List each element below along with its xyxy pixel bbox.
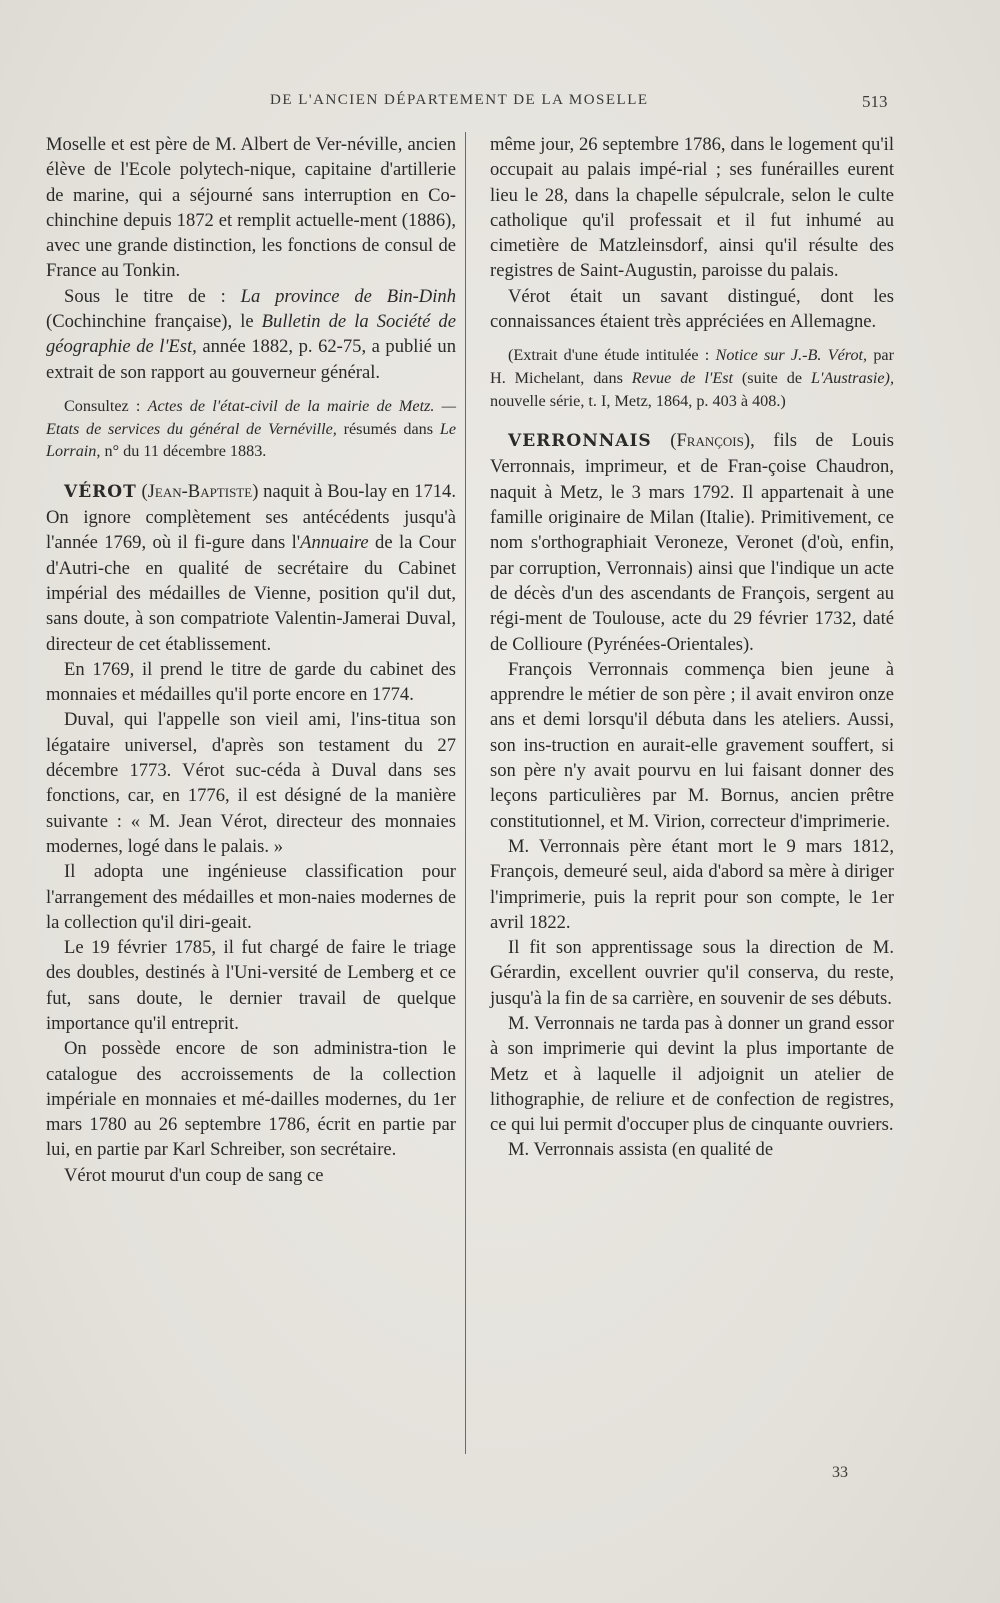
headword: VERRONNAIS [508,431,652,452]
paragraph: Vérot était un savant distingué, dont les connaissances étaient très appréciées en Allemagne. [490,285,894,333]
source-note [490,344,894,412]
running-title: DE L'ANCIEN DÉPARTEMENT DE LA MOSELLE [270,92,649,108]
paragraph: On possède encore de son administra-tion le catalogue des accroissements de la collection impériale en monnaies et mé-dailles modernes, du 1er mars 1780 au 26 septembre 1786, écrit en partie par lui, en partie par Karl Schreiber, son secrétaire. [46,1038,456,1161]
given-names: (François) [670,430,751,452]
paragraph: M. Verronnais assista (en qualité de [508,1139,774,1161]
text: nouvelle série, t. I, Metz, 1864, p. 403 à 408.) [490,391,786,410]
paragraph: M. Verronnais père étant mort le 9 mars 1812, François, demeuré seul, aida d'abord sa mère à diriger l'imprimerie, puis la reprit pour son compte, le 1er avril 1822. [490,835,894,933]
text: n° du 11 décembre 1883. [100,442,267,461]
italic-title: Notice sur J.-B. Vérot, [715,346,868,365]
given-names: (Jean-Baptiste) [141,480,259,502]
right-column [490,132,894,1163]
italic-title: Bulletin de la Société de géographie de l'Est, [46,311,456,358]
paragraph: même jour, 26 septembre 1786, dans le logement qu'il occupait au palais impé-rial ; ses funérailles eurent lieu le 28, dans la chapelle sépulcrale, selon le culte catholique qu'il professait et il fut inhumé au cimetière de Matzleinsdorf, ainsi qu'il résulte des registres de Saint-Augustin, paroisse du palais. [490,134,894,282]
left-column [46,132,456,1188]
text: (Extrait d'une étude intitulée : [508,346,716,365]
italic-title: Revue de l'Est [631,368,734,387]
paragraph: Il adopta une ingénieuse classification pour l'arrangement des médailles et mon-naies modernes de la collection qu'il diri-geait. [46,861,456,933]
source-note [46,395,456,463]
signature-mark: 33 [832,1464,848,1481]
column-divider [465,132,466,1454]
text: (Cochinchine française), le [46,311,262,333]
paragraph: Moselle et est père de M. Albert de Ver-néville, ancien élève de l'Ecole polytech-nique, capitaine d'artillerie de marine, qui a séjourné sans interruption en Co-chinchine depuis 1872 et remplit actuelle-ment (1886), avec une grande distinction, les fonctions de consul de France au Tonkin. [46,134,456,282]
text: Consultez : [64,396,148,415]
paragraph: Duval, qui l'appelle son vieil ami, l'ins-titua son légataire universel, d'après son testament du 27 décembre 1773. Vérot suc-céda à Duval dans ses fonctions, car, en 1776, il est désigné de la manière suivante : « M. Jean Vérot, directeur des monnaies modernes, logé dans le palais. » [46,709,456,857]
paragraph: M. Verronnais ne tarda pas à donner un grand essor à son imprimerie qui devint la plus importante de Metz et à laquelle il adjoignit un atelier de lithographie, de reliure et de confection de registres, ce qui lui permit d'occuper plus de cinquante ouvriers. [490,1012,894,1136]
text: de la Cour d'Autri-che en qualité de secrétaire du Cabinet impérial des médailles de Vienne, position qu'il dut, sans doute, à son compatriote Valentin-Jamerai Duval, directeur de cet établissement. [46,532,456,655]
italic-title: Actes de l'état-civil de la mairie de Metz. — Etats de services du général de Vernéville, [46,396,456,438]
text: résumés dans [336,419,440,438]
italic-title: Le Lorrain, [46,419,457,461]
headword: VÉROT [64,481,137,502]
page-number: 513 [862,92,888,111]
paragraph: En 1769, il prend le titre de garde du cabinet des monnaies et médailles qu'il porte encore en 1774. [46,658,456,706]
paragraph: François Verronnais commença bien jeune à apprendre le métier de son père ; il avait environ onze ans et demi lorsqu'il débuta dans les ateliers. Aussi, son ins-truction en aurait-elle gravement souffert, si son père n'y avait pourvu en lui faisant donner des leçons particulières par M. Bornus, ancien prêtre constitutionnel, et M. Virion, correcteur d'imprimerie. [490,658,894,832]
text: (suite de [733,368,811,387]
paragraph: Vérot mourut d'un coup de sang ce [64,1164,324,1186]
italic-title: L'Austrasie), [810,368,894,387]
italic-title: Annuaire [300,532,369,554]
italic-title: La province de Bin-Dinh [240,285,456,307]
text: naquit à Bou-lay en 1714. On ignore complètement ses antécédents jusqu'à l'année 1769, où il fi-gure dans l' [46,480,456,554]
text: Sous le titre de : [64,285,241,307]
paragraph: Il fit son apprentissage sous la direction de M. Gérardin, excellent ouvrier qu'il conserva, du reste, jusqu'à la fin de sa carrière, en souvenir de ses débuts. [490,937,894,1009]
entry-verot [46,479,456,657]
text: par H. Michelant, dans [490,346,894,387]
paragraph [46,284,456,385]
text: année 1882, p. 62-75, a publié un extrait de son rapport au gouverneur général. [46,336,456,383]
paragraph: Le 19 février 1785, il fut chargé de faire le triage des doubles, destinés à l'Uni-versité de Lemberg et ce fut, sans doute, le dernier travail de quelque importance qu'il entreprit. [46,937,456,1034]
entry-verronnais [490,428,894,657]
text: , fils de Louis Verronnais, imprimeur, et de Fran-çoise Chaudron, naquit à Metz, le 3 mars 1792. Il appartenait à une famille originaire de Milan (Italie). Primitivement, ce nom s'orthographiait Veroneze, Veronet (d'où, enfin, par corruption, Verronnais) ainsi que l'indique un acte de décès d'un des ascendants de François, sergent au régi-ment de Toulouse, acte du 29 février 1732, daté de Collioure (Pyrénées-Orientales). [490,430,894,655]
